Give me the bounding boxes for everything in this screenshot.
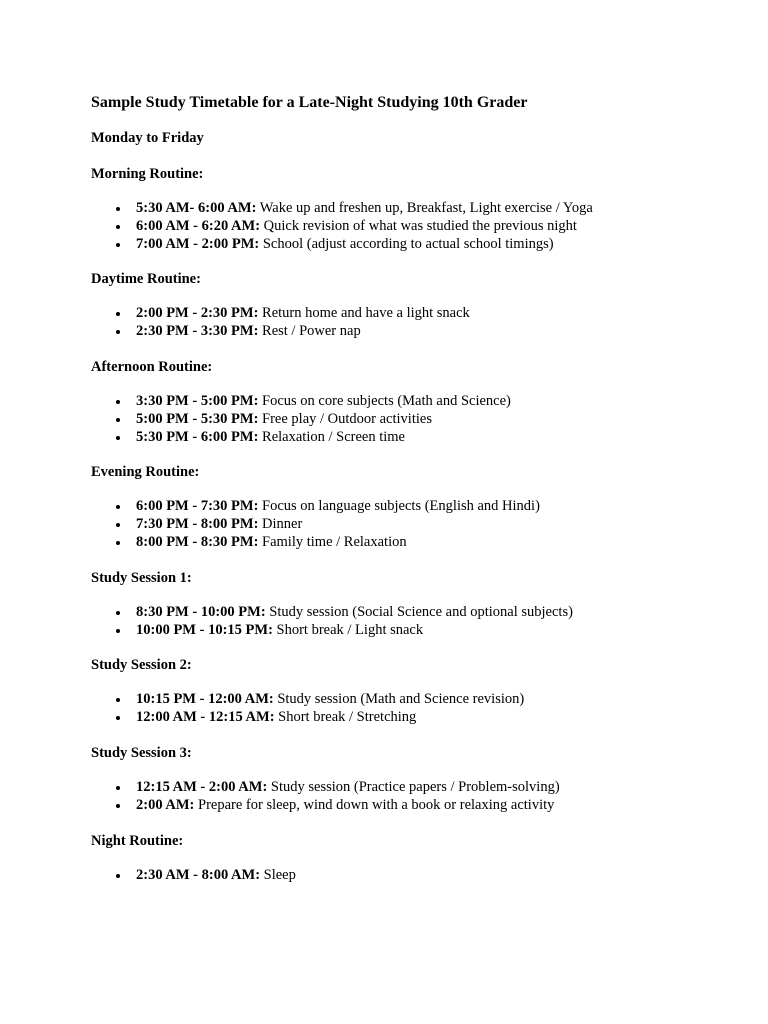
activity-text: Relaxation / Screen time (258, 428, 405, 445)
days-heading: Monday to Friday (91, 130, 204, 146)
bullet-icon (116, 207, 120, 211)
list-item (91, 779, 731, 797)
activity-text: Return home and have a light snack (258, 305, 470, 322)
time-range: 10:00 PM - 10:15 PM: (136, 621, 273, 638)
list-item (91, 429, 731, 447)
activity-text: School (adjust according to actual school timings) (259, 235, 554, 252)
time-range: 6:00 PM - 7:30 PM: (136, 498, 259, 515)
activity-text: Family time / Relaxation (258, 533, 407, 550)
activity-text: Study session (Social Science and optional subjects) (265, 603, 573, 620)
time-range: 8:30 PM - 10:00 PM: (136, 603, 266, 620)
section-list (91, 305, 731, 341)
time-range: 7:30 PM - 8:00 PM: (136, 516, 259, 533)
bullet-icon (116, 523, 120, 527)
time-range: 5:00 PM - 5:30 PM: (136, 410, 259, 427)
bullet-icon (116, 629, 120, 633)
section-heading: Evening Routine: (91, 464, 200, 481)
time-range: 2:00 AM: (136, 796, 195, 813)
section-heading: Study Session 2: (91, 657, 192, 674)
bullet-icon (116, 436, 120, 440)
bullet-icon (116, 400, 120, 404)
bullet-icon (116, 698, 120, 702)
section-list (91, 200, 731, 253)
section-heading: Study Session 3: (91, 744, 192, 761)
activity-text: Quick revision of what was studied the previous night (260, 217, 577, 234)
bullet-icon (116, 225, 120, 229)
time-range: 6:00 AM - 6:20 AM: (136, 217, 261, 234)
timetable-sections (91, 164, 731, 884)
section-heading: Study Session 1: (91, 569, 192, 586)
section-heading: Night Routine: (91, 832, 184, 849)
time-range: 3:30 PM - 5:00 PM: (136, 392, 259, 409)
time-range: 10:15 PM - 12:00 AM: (136, 691, 274, 708)
bullet-icon (116, 418, 120, 422)
list-item (91, 200, 731, 218)
list-item (91, 516, 731, 534)
activity-text: Study session (Math and Science revision) (273, 691, 525, 708)
bullet-icon (116, 804, 120, 808)
section-list (91, 779, 731, 815)
section-list (91, 393, 731, 446)
activity-text: Dinner (258, 516, 303, 533)
activity-text: Free play / Outdoor activities (258, 410, 432, 427)
list-item (91, 236, 731, 254)
document-title: Sample Study Timetable for a Late-Night Studying 10th Grader (91, 94, 528, 111)
list-item (91, 797, 731, 815)
activity-text: Focus on core subjects (Math and Science) (258, 392, 511, 409)
list-item (91, 622, 731, 640)
bullet-icon (116, 716, 120, 720)
activity-text: Focus on language subjects (English and Hindi) (258, 498, 540, 515)
time-range: 2:00 PM - 2:30 PM: (136, 305, 259, 322)
list-item (91, 218, 731, 236)
time-range: 2:30 AM - 8:00 AM: (136, 866, 261, 883)
section-heading: Afternoon Routine: (91, 358, 213, 375)
activity-text: Short break / Light snack (272, 621, 424, 638)
section-list (91, 691, 731, 727)
bullet-icon (116, 505, 120, 509)
list-item (91, 305, 731, 323)
activity-text: Short break / Stretching (274, 709, 417, 726)
activity-text: Sleep (260, 866, 296, 883)
activity-text: Prepare for sleep, wind down with a book or relaxing activity (194, 796, 555, 813)
list-item (91, 534, 731, 552)
section-list (91, 867, 731, 885)
bullet-icon (116, 330, 120, 334)
activity-text: Wake up and freshen up, Breakfast, Light exercise / Yoga (256, 200, 593, 216)
list-item (91, 393, 731, 411)
time-range: 5:30 AM- 6:00 AM: (136, 200, 257, 216)
list-item (91, 498, 731, 516)
list-item (91, 709, 731, 727)
bullet-icon (116, 312, 120, 316)
section-list (91, 498, 731, 551)
time-range: 12:00 AM - 12:15 AM: (136, 709, 275, 726)
list-item (91, 867, 731, 885)
section-heading: Daytime Routine: (91, 271, 201, 288)
bullet-icon (116, 541, 120, 545)
list-item (91, 604, 731, 622)
list-item (91, 691, 731, 709)
activity-text: Study session (Practice papers / Problem-solving) (267, 778, 560, 795)
section-heading: Morning Routine: (91, 166, 204, 182)
list-item (91, 323, 731, 341)
document-page (91, 92, 731, 900)
list-item (91, 411, 731, 429)
bullet-icon (116, 786, 120, 790)
section-list (91, 604, 731, 640)
bullet-icon (116, 874, 120, 878)
time-range: 5:30 PM - 6:00 PM: (136, 428, 259, 445)
activity-text: Rest / Power nap (258, 323, 361, 340)
time-range: 7:00 AM - 2:00 PM: (136, 235, 260, 252)
bullet-icon (116, 243, 120, 247)
time-range: 12:15 AM - 2:00 AM: (136, 778, 268, 795)
bullet-icon (116, 611, 120, 615)
time-range: 8:00 PM - 8:30 PM: (136, 533, 259, 550)
time-range: 2:30 PM - 3:30 PM: (136, 323, 259, 340)
